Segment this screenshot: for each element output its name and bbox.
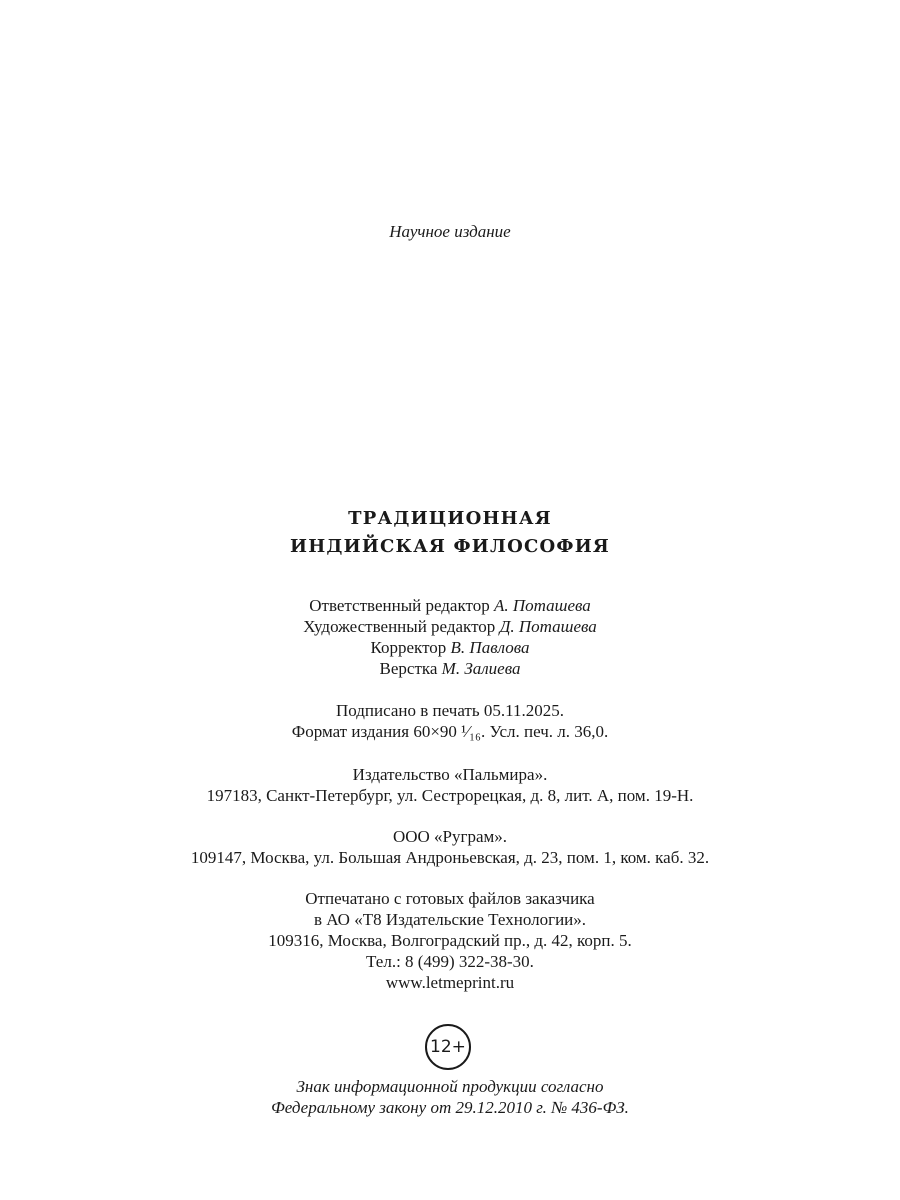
credit-name: В. Павлова [450,638,530,657]
print-info [0,700,900,742]
credit-name: М. Залиева [441,659,521,678]
signed-date: Подписано в печать 05.11.2025. [336,701,564,720]
credit-role: Корректор [370,638,447,657]
age-rating-label: 12+ [430,1037,466,1057]
printer-phone: Тел.: 8 (499) 322-38-30. [366,952,534,971]
publisher-name: Издательство «Пальмира». [352,765,548,784]
credit-line [0,595,900,616]
publisher-address: 197183, Санкт-Петербург, ул. Сестрорецкая, д. 8, лит. А, пом. 19-Н. [206,786,694,805]
edition-type: Научное издание [389,222,511,241]
credit-role: Верстка [379,659,438,678]
credit-name: Д. Поташева [499,617,597,636]
credit-role: Художественный редактор [303,617,496,636]
credit-role: Ответственный редактор [309,596,490,615]
distributor-address: 109147, Москва, ул. Большая Андроньевская, д. 23, пом. 1, ком. каб. 32. [190,848,710,867]
printer-website: www.letmeprint.ru [385,973,515,992]
law-note [0,1076,900,1118]
publisher-info [0,764,900,806]
book-title [0,505,900,561]
distributor-name: ООО «Руграм». [392,827,508,846]
credit-line [0,637,900,658]
edition-format: Формат издания 60×90 ¹⁄₁₆. Усл. печ. л. 36,0. [291,722,609,741]
credits [0,595,900,679]
printer-line-1: Отпечатано с готовых файлов заказчика [305,889,595,908]
distributor-info [0,826,900,868]
printer-info [0,888,900,993]
credit-name: А. Поташева [493,596,591,615]
age-rating-badge [425,1024,471,1070]
printer-address: 109316, Москва, Волгоградский пр., д. 42, корп. 5. [268,931,632,950]
law-note-line-2: Федеральному закону от 29.12.2010 г. № 436-ФЗ. [271,1098,629,1117]
law-note-line-1: Знак информационной продукции согласно [296,1077,604,1096]
credit-line [0,616,900,637]
book-title-line-1: ТРАДИЦИОННАЯ [348,508,552,529]
printer-line-2: в АО «Т8 Издательские Технологии». [313,910,587,929]
credit-line [0,658,900,679]
book-title-line-2: ИНДИЙСКАЯ ФИЛОСОФИЯ [290,536,610,557]
